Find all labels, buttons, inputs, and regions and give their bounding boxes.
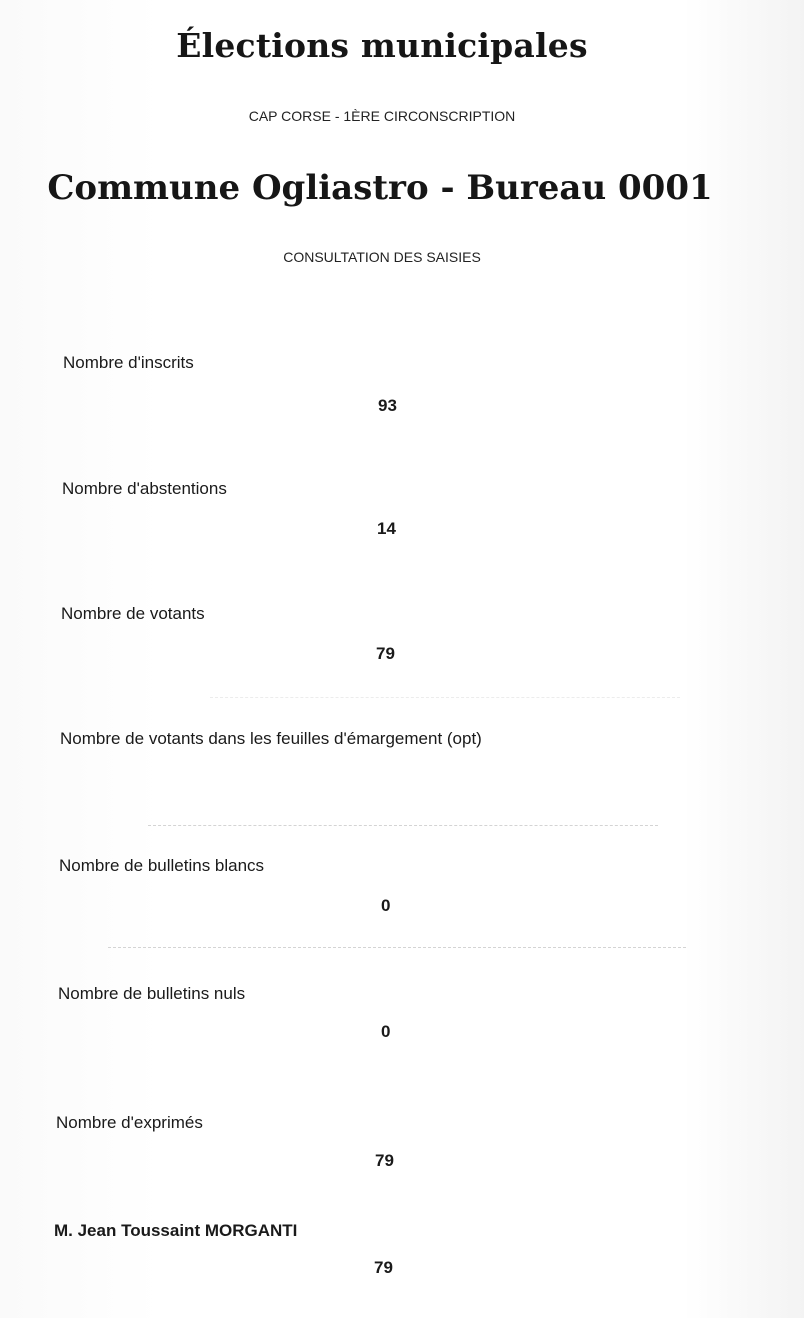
scan-artifact-line bbox=[108, 947, 686, 948]
nuls-value: 0 bbox=[381, 1022, 391, 1041]
inscrits-label: Nombre d'inscrits bbox=[63, 353, 194, 372]
section-heading: CONSULTATION DES SAISIES bbox=[283, 249, 481, 265]
blancs-label: Nombre de bulletins blancs bbox=[59, 856, 265, 875]
page-title: Élections municipales bbox=[176, 26, 588, 65]
candidate-name: M. Jean Toussaint MORGANTI bbox=[54, 1221, 298, 1240]
votants-emargement-label: Nombre de votants dans les feuilles d'émargement (opt) bbox=[60, 729, 482, 748]
inscrits-value: 93 bbox=[378, 396, 397, 415]
abstentions-label: Nombre d'abstentions bbox=[62, 479, 227, 498]
votants-label: Nombre de votants bbox=[61, 604, 205, 623]
blancs-value: 0 bbox=[381, 896, 391, 915]
scan-artifact-line bbox=[148, 825, 658, 826]
circonscription-subtitle: CAP CORSE - 1ÈRE CIRCONSCRIPTION bbox=[248, 108, 516, 124]
candidate-votes: 79 bbox=[374, 1258, 393, 1277]
exprimes-value: 79 bbox=[375, 1151, 394, 1170]
exprimes-label: Nombre d'exprimés bbox=[56, 1113, 203, 1132]
abstentions-value: 14 bbox=[377, 519, 396, 538]
nuls-label: Nombre de bulletins nuls bbox=[58, 984, 246, 1003]
commune-title: Commune Ogliastro - Bureau 0001 bbox=[47, 168, 713, 208]
votants-value: 79 bbox=[376, 644, 395, 663]
scan-artifact-line bbox=[210, 697, 680, 698]
